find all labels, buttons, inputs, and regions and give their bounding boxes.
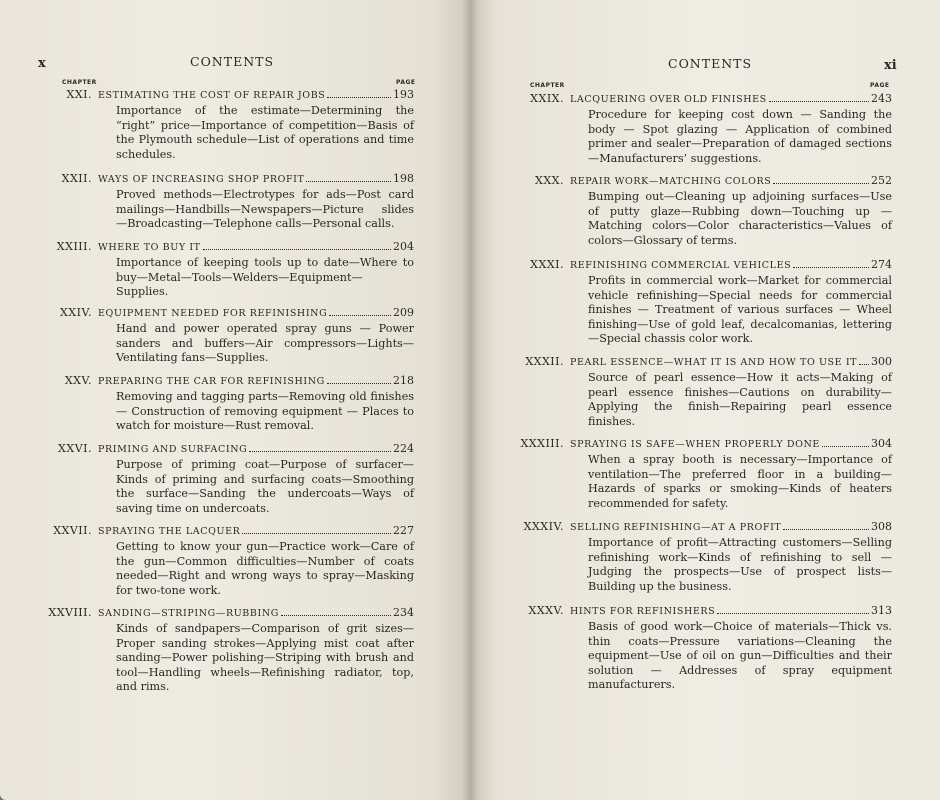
chapter-numeral: XXXII. [525, 355, 564, 368]
leader-dots [327, 383, 391, 384]
chapter-title: LACQUERING OVER OLD FINISHES [570, 94, 767, 105]
chapter-title: SANDING—STRIPING—RUBBING [98, 608, 279, 619]
left-chapter-label: CHAPTER [62, 79, 97, 86]
chapter-description: When a spray booth is necessary—Importance of ventilation—The preferred floor in a building—Hazards of sparks or smoking—Kinds of heaters recommended for safety. [588, 453, 892, 510]
right-chapter-label: CHAPTER [530, 82, 565, 89]
chapter-title: REPAIR WORK—MATCHING COLORS [570, 176, 772, 187]
leader-dots [249, 451, 391, 452]
chapter-title: HINTS FOR REFINISHERS [570, 606, 716, 617]
chapter-description: Proved methods—Electrotypes for ads—Post card mailings—Handbills—Newspapers—Picture slides —Broadcasting—Telephone calls—Personal calls. [116, 188, 414, 230]
chapter-title: SPRAYING IS SAFE—WHEN PROPERLY DONE [570, 439, 820, 450]
leader-dots [769, 101, 869, 102]
chapter-page: 313 [871, 604, 892, 617]
chapter-title: PEARL ESSENCE—WHAT IT IS AND HOW TO USE IT [570, 357, 858, 368]
chapter-description: Kinds of sandpapers—Comparison of grit sizes—Proper sanding strokes—Applying mist coat after sanding—Power polishing—Striping with brush and tool—Handling wheels—Refinishing radiator, top, and rims. [116, 622, 414, 693]
toc-entry [59, 306, 414, 366]
leader-dots [793, 267, 869, 268]
chapter-numeral: XXVI. [58, 442, 92, 455]
chapter-title: EQUIPMENT NEEDED FOR REFINISHING [98, 308, 328, 319]
chapter-numeral: XXXIII. [520, 437, 564, 450]
chapter-title: ESTIMATING THE COST OF REPAIR JOBS [98, 90, 326, 101]
toc-entry [61, 172, 414, 232]
leader-dots [783, 529, 869, 530]
toc-entry [48, 606, 414, 695]
right-running-head: CONTENTS [668, 56, 753, 71]
chapter-numeral: XXVII. [53, 524, 92, 537]
left-running-head: CONTENTS [190, 54, 275, 69]
toc-entry [58, 442, 414, 516]
chapter-description: Purpose of priming coat—Purpose of surfacer—Kinds of priming and surfacing coats—Smoothing the surface—Sanding the undercoats—Ways of saving time on undercoats. [116, 458, 414, 515]
chapter-description: Profits in commercial work—Market for commercial vehicle refinishing—Special needs for commercial finishes — Treatment of various surfaces — Wheel finishing—Use of gold leaf, decalcomanias, lettering—Special chassis color work. [588, 274, 892, 345]
leader-dots [773, 183, 869, 184]
toc-entry [525, 355, 892, 429]
chapter-description: Hand and power operated spray guns — Power sanders and buffers—Air compressors—Lights—Ventilating fans—Supplies. [116, 322, 414, 364]
toc-entry [56, 240, 414, 300]
chapter-title: WHERE TO BUY IT [98, 242, 201, 253]
leader-dots [242, 533, 391, 534]
chapter-numeral: XXIII. [56, 240, 92, 253]
right-page [470, 0, 940, 800]
toc-entry [64, 374, 414, 434]
chapter-numeral: XXVIII. [48, 606, 92, 619]
toc-entry [53, 524, 414, 598]
chapter-page: 193 [393, 88, 414, 101]
toc-entry [66, 88, 414, 162]
toc-entry [530, 258, 892, 347]
chapter-page: 274 [871, 258, 892, 271]
chapter-title: PREPARING THE CAR FOR REFINISHING [98, 376, 325, 387]
leader-dots [329, 315, 391, 316]
leader-dots [327, 97, 391, 98]
chapter-page: 227 [393, 524, 414, 537]
chapter-numeral: XXI. [66, 88, 92, 101]
chapter-description: Importance of profit—Attracting customers—Selling refinishing work—Kinds of refinishing to sell —Judging the prospects—Use of prospect lists—Building up the business. [588, 536, 892, 593]
chapter-page: 198 [393, 172, 414, 185]
chapter-page: 224 [393, 442, 414, 455]
chapter-numeral: XXX. [535, 174, 564, 187]
left-page-label: PAGE [396, 79, 416, 86]
chapter-title: SPRAYING THE LACQUER [98, 526, 241, 537]
chapter-numeral: XXIX. [530, 92, 564, 105]
chapter-numeral: XXXIV. [523, 520, 564, 533]
chapter-description: Getting to know your gun—Practice work—Care of the gun—Common difficulties—Number of coats needed—Right and wrong ways to spray—Masking for two-tone work. [116, 540, 414, 597]
book-gutter [462, 0, 478, 800]
chapter-page: 234 [393, 606, 414, 619]
chapter-title: SELLING REFINISHING—AT A PROFIT [570, 522, 782, 533]
chapter-title: WAYS OF INCREASING SHOP PROFIT [98, 174, 305, 185]
chapter-page: 243 [871, 92, 892, 105]
toc-entry [520, 437, 892, 511]
leader-dots [717, 613, 869, 614]
toc-entry [535, 174, 892, 248]
chapter-page: 252 [871, 174, 892, 187]
chapter-page: 308 [871, 520, 892, 533]
chapter-title: REFINISHING COMMERCIAL VEHICLES [570, 260, 792, 271]
chapter-page: 218 [393, 374, 414, 387]
chapter-page: 304 [871, 437, 892, 450]
chapter-numeral: XXXI. [530, 258, 564, 271]
toc-entry [523, 520, 892, 594]
chapter-numeral: XXIV. [59, 306, 92, 319]
leader-dots [822, 446, 869, 447]
left-page-number: x [38, 56, 46, 71]
leader-dots [203, 249, 391, 250]
chapter-description: Procedure for keeping cost down — Sanding the body — Spot glazing — Application of combined primer and sealer—Preparation of damaged sections—Manufacturers’ suggestions. [588, 108, 892, 165]
chapter-title: PRIMING AND SURFACING [98, 444, 248, 455]
toc-entry [528, 604, 892, 693]
chapter-numeral: XXV. [64, 374, 92, 387]
right-page-number: xi [884, 58, 897, 73]
chapter-description: Bumping out—Cleaning up adjoining surfaces—Use of putty glaze—Rubbing down—Touching up —Matching colors—Color characteristics—Values of colors—Glossary of terms. [588, 190, 892, 247]
chapter-description: Source of pearl essence—How it acts—Making of pearl essence finishes—Cautions on durability—Applying the finish—Repairing pearl essence finishes. [588, 371, 892, 428]
chapter-page: 204 [393, 240, 414, 253]
leader-dots [859, 364, 869, 365]
toc-entry [530, 92, 892, 166]
leader-dots [281, 615, 391, 616]
leader-dots [306, 181, 391, 182]
chapter-numeral: XXII. [61, 172, 92, 185]
chapter-page: 209 [393, 306, 414, 319]
chapter-numeral: XXXV. [528, 604, 564, 617]
right-page-label: PAGE [870, 82, 890, 89]
chapter-description: Basis of good work—Choice of materials—Thick vs. thin coats—Pressure variations—Cleaning the equipment—Use of oil on gun—Difficulties and their solution — Addresses of spray equipment manufacturers. [588, 620, 892, 691]
chapter-description: Importance of the estimate—Determining the “right” price—Importance of competition—Basis of the Plymouth schedule—List of operations and time schedules. [116, 104, 414, 161]
chapter-page: 300 [871, 355, 892, 368]
chapter-description: Importance of keeping tools up to date—Where to buy—Metal—Tools—Welders—Equipment—Supplies. [116, 256, 414, 298]
chapter-description: Removing and tagging parts—Removing old finishes— Construction of removing equipment — Places to watch for moisture—Rust removal. [116, 390, 414, 432]
